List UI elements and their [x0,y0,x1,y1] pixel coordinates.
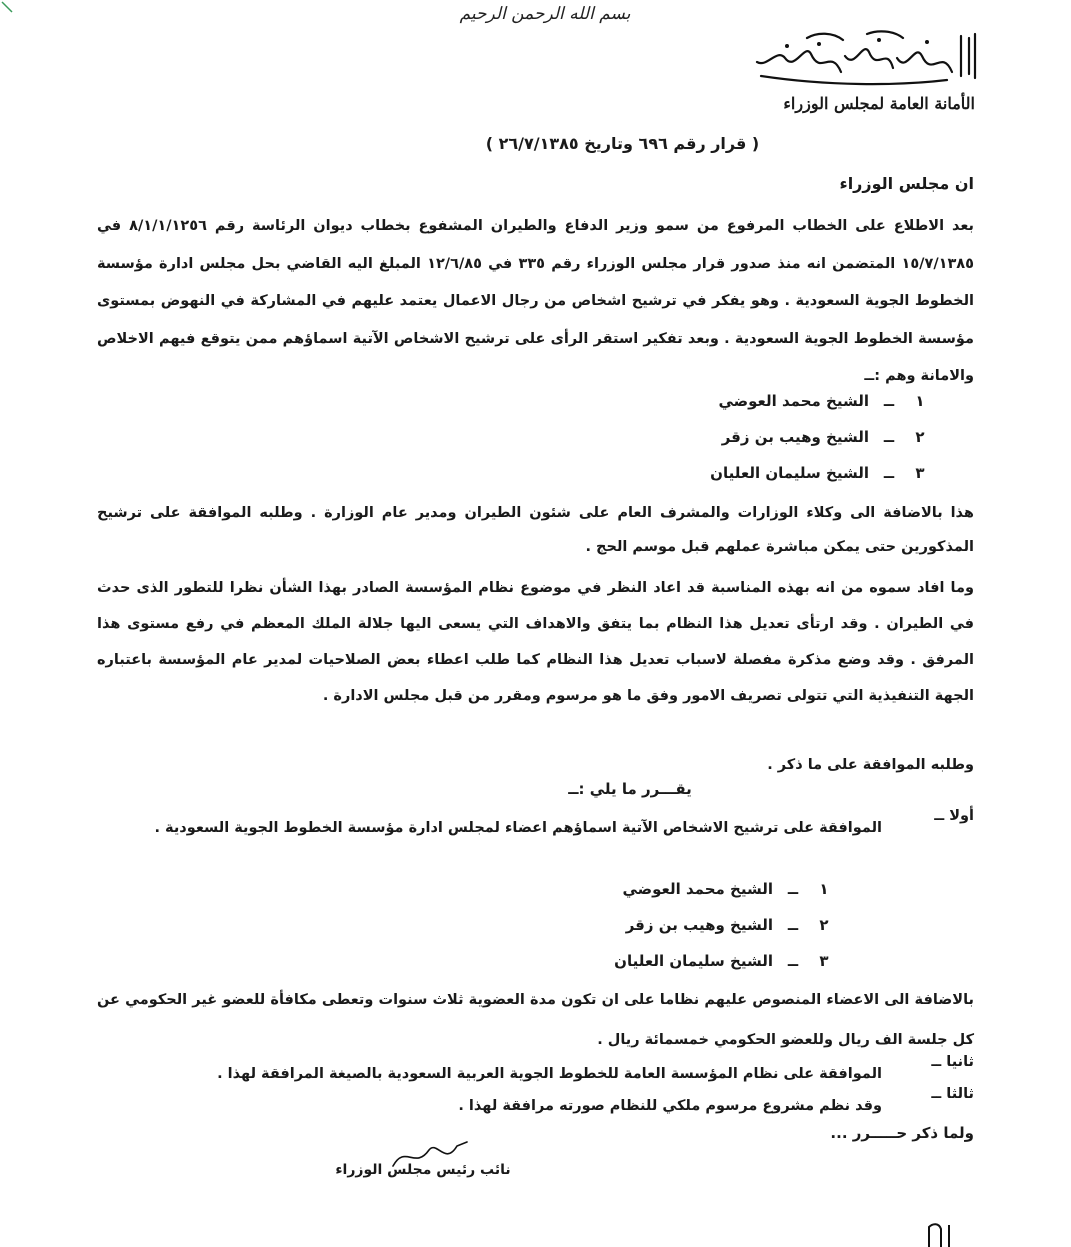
list-item: ٢ــالشيخ وهيب بن زقر [614,916,835,952]
item-label: ثالثا ــ [931,1086,974,1102]
paragraph-addition: هذا بالاضافة الى وكلاء الوزارات والمشرف العام على شئون الطيران ومدير عام الوزارة . وطلبه الموافقة على ترشيح المذكورين حتى يمكن مباشرة عملهم قبل موسم الحج . [97,505,974,555]
nominee-name: الشيخ محمد العوضي [718,392,869,410]
item-number: ٣ [819,952,829,970]
paragraph-preamble: بعد الاطلاع على الخطاب المرفوع من سمو وزير الدفاع والطيران المشفوع بخطاب ديوان الرئاسة رقم ٨/١/١/١٢٥٦ في ١٥/٧/١٣٨٥ المتضمن انه منذ صدور قرار مجلس الوزراء رقم ٣٣٥ في ١٢/٦/٨٥ المبلغ اليه القاضي بحل مجلس ادارة مؤسسة الخطوط الجوية السعودية . وهو يفكر في ترشيح اشخاص من رجال الاعمال يعتمد عليهم في المشاركة في النهوض بمستوى مؤسسة الخطوط الجوية السعودية . وبعد تفكير استقر الرأى على ترشيح الاشخاص الآتية اسماؤهم ممن يتوقع فيهم الاخلاص والامانة وهم :ــ [97,218,975,384]
decides-heading: يقـــرر ما يلي :ــ [568,780,692,798]
nominee-name: الشيخ محمد العوضي [622,880,773,898]
item-number: ٣ [915,464,925,482]
basmala: بسم الله الرحمن الرحيم [459,4,631,24]
list-item: ١ــالشيخ محمد العوضي [614,880,835,916]
item-label: أولا ــ [934,808,974,824]
item-text: الموافقة على نظام المؤسسة العامة للخطوط الجوية العربية السعودية بالصيغة المرافقة لهذا . [217,1066,882,1082]
authority-name: الأمانة العامة لمجلس الوزراء [783,94,975,113]
corner-mark [0,0,24,14]
item-text: وقد نظم مشروع مرسوم ملكي للنظام صورته مرافقة لهذا . [458,1098,882,1114]
item-number: ١ [819,880,829,898]
item-text: الموافقة على ترشيح الاشخاص الآتية اسماؤهم اعضاء لمجلس ادارة مؤسسة الخطوط الجوية السعودية . [154,820,882,836]
signatory-title: نائب رئيس مجلس الوزراء [335,1162,511,1178]
nominee-list [710,392,931,500]
paragraph-request: وطلبه الموافقة على ما ذكر . [767,757,974,773]
nominee-name: الشيخ وهيب بن زقر [721,428,869,446]
nominee-name: الشيخ سليمان العليان [710,464,869,482]
page-edge-mark [923,1221,959,1247]
decision-reference: ( قرار رقم ٦٩٦ وتاريخ ٢٦/٧/١٣٨٥ ) [485,134,760,153]
list-item: ٣ــالشيخ سليمان العليان [614,952,835,988]
kingdom-emblem [747,28,987,88]
approved-nominee-list [614,880,835,988]
item-number: ٢ [915,428,925,446]
intro-line: ان مجلس الوزراء [839,174,974,193]
closing-line: ولما ذكر حـــــرر ... [830,1124,974,1142]
item-label: ثانيا ــ [931,1054,974,1070]
paragraph-regulation: وما افاد سموه من انه بهذه المناسبة قد اعاد النظر في موضوع نظام المؤسسة الصادر بهذا الشأن نظرا للتطور الذى حدث في الطيران . وقد ارتأى تعديل هذا النظام بما يتفق والاهداف التي يسعى اليها جلالة الملك المعظم في رفع مستوى هذا المرفق . وقد وضع مذكرة مفصلة لاسباب تعديل هذا النظام كما طلب اعطاء بعض الصلاحيات لمدير عام المؤسسة باعتباره الجهة التنفيذية التي تتولى تصريف الامور وفق ما هو مرسوم ومقرر من قبل مجلس الادارة . [97,580,974,704]
item-number: ١ [915,392,925,410]
paragraph-membership-terms: بالاضافة الى الاعضاء المنصوص عليهم نظاما على ان تكون مدة العضوية ثلاث سنوات وتعطى مكافأة للعضو غير الحكومي عن كل جلسة الف ريال وللعضو الحكومي خمسمائة ريال . [97,992,974,1048]
nominee-name: الشيخ وهيب بن زقر [625,916,773,934]
nominee-name: الشيخ سليمان العليان [614,952,773,970]
list-item: ٣ــالشيخ سليمان العليان [710,464,931,500]
emblem-calligraphy [747,28,987,88]
list-item: ١ــالشيخ محمد العوضي [710,392,931,428]
list-item: ٢ــالشيخ وهيب بن زقر [710,428,931,464]
item-number: ٢ [819,916,829,934]
